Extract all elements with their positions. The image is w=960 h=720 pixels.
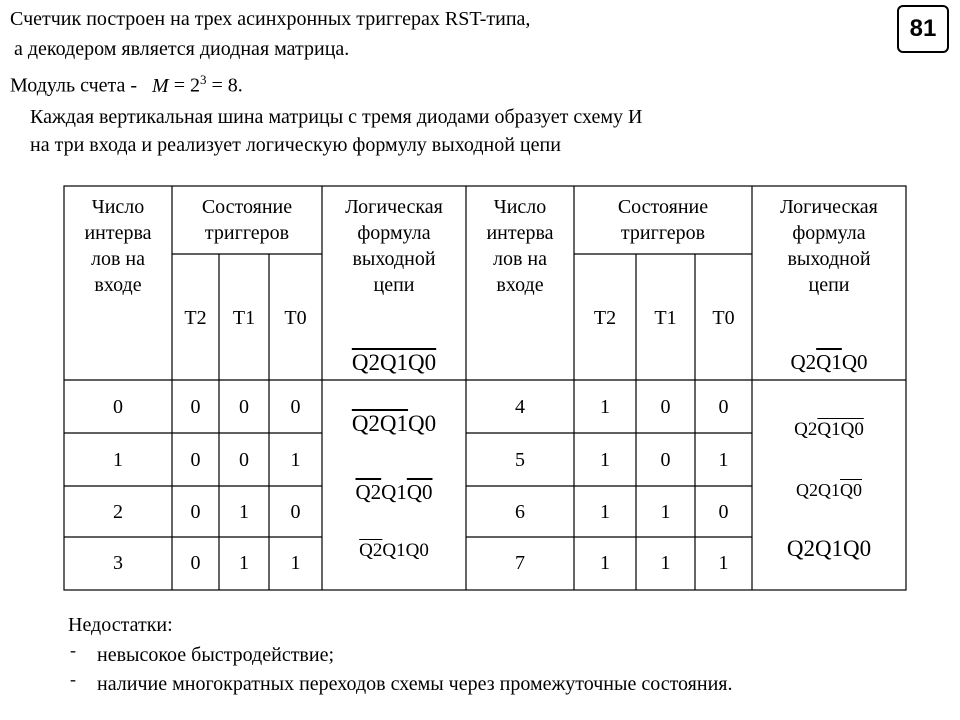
- header-count-line: лов на: [90, 248, 145, 270]
- header-t0-left: T0: [284, 307, 307, 329]
- header-state-line: Состояние: [201, 196, 293, 218]
- right-row-0-t0: 0: [718, 396, 729, 418]
- left-row-1-t1: 0: [239, 449, 249, 471]
- right-row-0-t2: 1: [600, 396, 610, 418]
- header-formula-line: цепи: [373, 274, 415, 296]
- header-formula-line: выходной: [352, 248, 436, 270]
- modulus-eq: = 2: [173, 74, 200, 97]
- header-count-left: [64, 194, 172, 298]
- header-state-line: триггеров: [620, 222, 706, 244]
- header-t0-right: T0: [712, 307, 735, 329]
- bullet-dash: -: [70, 640, 76, 660]
- modulus-exponent: 3: [200, 72, 207, 87]
- left-row-0-n: 0: [113, 396, 123, 418]
- header-formula-right: [752, 194, 906, 298]
- header-formula-line: Логическая: [345, 196, 443, 218]
- left-row-1-formula: Q2Q1Q0: [355, 480, 433, 504]
- modulus-label: Модуль счета -: [10, 74, 138, 97]
- right-row-2-t0: 0: [718, 501, 729, 523]
- right-row-1-n: 5: [515, 449, 525, 471]
- header-count-line: интерва: [486, 222, 554, 244]
- right-row-1-formula: Q2Q1Q0: [796, 480, 862, 500]
- intro-line-2: а декодером является диодная матрица.: [14, 38, 350, 60]
- left-row-3-t0: 1: [290, 552, 301, 574]
- header-formula-left: [322, 194, 466, 298]
- right-row-2-n: 6: [515, 501, 525, 523]
- left-row-0-t1: 0: [239, 396, 249, 418]
- left-row-3-t1: 1: [239, 552, 249, 574]
- intro-line-4: Каждая вертикальная шина матрицы с тремя диодами образует схему И: [30, 106, 643, 128]
- left-row-2-n: 2: [113, 501, 123, 523]
- header-formula-line: цепи: [808, 274, 850, 296]
- header-count-line: Число: [493, 196, 547, 218]
- drawback-item-1: невысокое быстродействие;: [97, 644, 335, 666]
- header-state-left: [172, 194, 322, 246]
- right-row-0-t1: 0: [660, 396, 671, 418]
- right-row-1-t0: 1: [718, 449, 729, 471]
- right-row-2-formula: Q2Q1Q0: [786, 536, 872, 561]
- header-count-line: Число: [91, 196, 145, 218]
- left-row-3-n: 3: [113, 552, 123, 574]
- right-row-3-t2: 1: [600, 552, 610, 574]
- header-t2-left: T2: [184, 307, 207, 329]
- header-count-line: входе: [496, 274, 544, 296]
- header-t2-right: T2: [593, 307, 617, 329]
- header-formula-line: Логическая: [780, 196, 878, 218]
- right-row-2-t1: 1: [660, 501, 671, 523]
- drawbacks-title: Недостатки:: [68, 614, 173, 636]
- right-row-1-t2: 1: [600, 449, 610, 471]
- left-row-0-t0: 0: [290, 396, 301, 418]
- right-row-3-t0: 1: [718, 552, 729, 574]
- header-count-line: лов на: [492, 248, 547, 270]
- intro-line-1: Счетчик построен на трех асинхронных триггерах RST-типа,: [10, 8, 531, 30]
- header-count-line: интерва: [84, 222, 152, 244]
- header-state-right: [574, 194, 752, 246]
- modulus-result: = 8.: [211, 74, 243, 97]
- header-formula-line: формула: [792, 222, 866, 244]
- intro-line-5: на три входа и реализует логическую формулу выходной цепи: [30, 134, 561, 156]
- header-formula-expr-left: [322, 350, 466, 376]
- right-row-3-n: 7: [515, 552, 525, 574]
- right-row-0-n: 4: [515, 396, 525, 418]
- header-state-line: триггеров: [204, 222, 290, 244]
- left-row-1-t2: 0: [190, 449, 201, 471]
- header-count-right: [466, 194, 574, 298]
- left-row-2-t0: 0: [290, 501, 301, 523]
- left-row-2-formula: Q2Q1Q0: [359, 540, 429, 561]
- header-t1-right: T1: [654, 307, 677, 329]
- right-row-2-t2: 1: [600, 501, 610, 523]
- left-row-2-t1: 1: [239, 501, 249, 523]
- right-row-3-t1: 1: [660, 552, 671, 574]
- page-number: 81: [897, 5, 949, 53]
- modulus-m: M: [152, 74, 169, 97]
- left-row-3-t2: 0: [190, 552, 201, 574]
- left-row-1-t0: 1: [290, 449, 301, 471]
- header-formula-expr-right: Q2Q1Q0: [790, 350, 868, 374]
- header-state-line: Состояние: [617, 196, 709, 218]
- header-formula-line: формула: [357, 222, 431, 244]
- left-row-0-formula: Q2Q1Q0: [351, 411, 437, 436]
- header-count-line: входе: [94, 274, 142, 296]
- left-row-0-t2: 0: [190, 396, 201, 418]
- bullet-dash: -: [70, 669, 76, 689]
- left-row-1-n: 1: [113, 449, 123, 471]
- formula-text: Q2Q1Q0: [351, 350, 437, 375]
- left-row-2-t2: 0: [190, 501, 201, 523]
- header-formula-line: выходной: [787, 248, 871, 270]
- right-row-1-t1: 0: [660, 449, 671, 471]
- header-t1-left: T1: [232, 307, 256, 329]
- right-row-0-formula: Q2Q1Q0: [794, 419, 864, 440]
- drawback-item-2: наличие многократных переходов схемы через промежуточные состояния.: [97, 673, 733, 695]
